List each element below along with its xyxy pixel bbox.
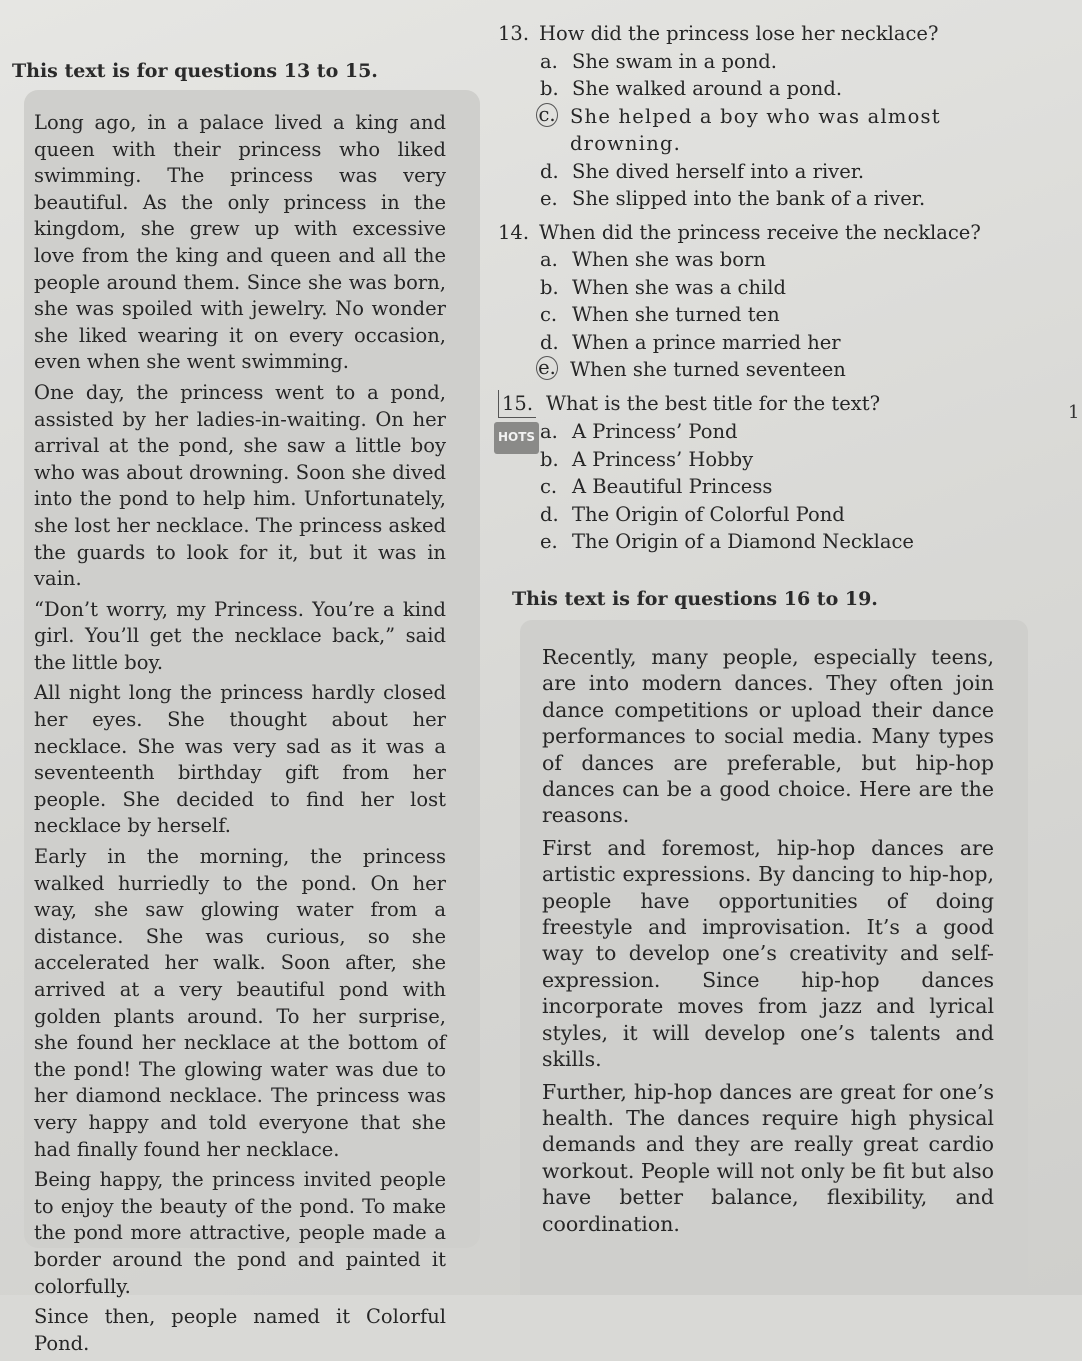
option-text: A Beautiful Princess <box>572 475 773 498</box>
option <box>498 473 998 501</box>
question-text: When did the princess receive the necklace? <box>539 220 981 244</box>
option-letter: d. <box>540 502 559 526</box>
question-13 <box>498 20 998 213</box>
option-text: A Princess’ Hobby <box>572 447 754 471</box>
story-paragraph: One day, the princess went to a pond, assisted by her ladies-in-waiting. On her arrival at the pond, she saw a little boy who was about drowning. Soon she dived into the pond to help him. Unfortunately, she lost her necklace. The princess asked the guards to look for it, but it was in vain. <box>34 380 446 591</box>
option-letter: a. <box>540 248 558 271</box>
option-letter: c. <box>540 475 558 498</box>
option-text: A Princess’ Pond <box>572 420 738 443</box>
option-letter: b. <box>540 447 559 471</box>
option <box>498 48 998 76</box>
option <box>498 446 998 474</box>
option <box>498 274 998 302</box>
option-selected <box>498 103 998 158</box>
story-paragraph: All night long the princess hardly closed her eyes. She thought about her necklace. She was very sad as it was a seventeenth birthday gift from her people. She decided to find her lost necklace by herself. <box>34 681 446 838</box>
article-paragraph: Further, hip-hop dances are great for one’s health. The dances require high physical demands and they are really great cardio workout. People will not only be fit but also have better balance, flexibility, and coordination. <box>542 1079 994 1236</box>
question-number: 14. <box>498 220 530 244</box>
article-paragraph: Recently, many people, especially teens, are into modern dances. They often join dance competitions or upload their dance performances to social media. Many types of dances are preferable, but hip-hop dances can be a good choice. Here are the reasons. <box>542 645 994 828</box>
option-text: She swam in a pond. <box>572 49 777 73</box>
story-paragraph: Since then, people named it Colorful Pond. <box>34 1305 446 1355</box>
option-text: She slipped into the bank of a river. <box>572 187 926 210</box>
option-text: She helped a boy who was almost drowning. <box>570 104 941 155</box>
option <box>498 185 998 213</box>
option-text: When she turned ten <box>572 303 780 326</box>
option-letter: e. <box>540 187 558 210</box>
option <box>498 329 998 357</box>
option-letter: c. <box>540 303 558 326</box>
option-letter: e. <box>540 530 558 553</box>
question-15 <box>498 390 998 556</box>
question-text: What is the best title for the text? <box>546 391 881 415</box>
option <box>498 528 998 556</box>
option <box>498 501 998 529</box>
article-lead: This text is for questions 16 to 19. <box>512 588 878 610</box>
question-14 <box>498 219 998 384</box>
option-text: When she was a child <box>572 275 786 299</box>
option-text: She walked around a pond. <box>572 77 843 100</box>
option-letter-circled: c. <box>536 103 558 127</box>
question-list <box>498 20 998 562</box>
story-paragraph: Early in the morning, the princess walked hurriedly to the pond. On her way, she saw glowing water from a distance. She was curious, so she accelerated her walk. Soon after, she arrived at a very beautiful pond with golden plants around. To her surprise, she found her necklace at the bottom of the pond! The glowing water was due to her diamond necklace. The princess was very happy and told everyone that she had finally found her necklace. <box>34 845 446 1161</box>
option-text: She dived herself into a river. <box>572 159 865 183</box>
page-margin-number: 1 <box>1068 402 1080 423</box>
option-letter: a. <box>540 49 558 73</box>
option <box>498 301 998 329</box>
hots-badge: HOTS <box>494 422 539 454</box>
option <box>498 418 998 446</box>
story-lead: This text is for questions 13 to 15. <box>12 60 378 82</box>
option-selected <box>498 356 998 384</box>
article-text <box>542 644 994 1243</box>
story-paragraph: Being happy, the princess invited people to enjoy the beauty of the pond. To make the pond more attractive, people made a border around the pond and painted it colorfully. <box>34 1168 446 1298</box>
option-letter: b. <box>540 77 559 100</box>
story-paragraph: Long ago, in a palace lived a king and queen with their princess who liked swimming. The princess was very beautiful. As the only princess in the kingdom, she grew up with excessive love from the king and queen and all the people around them. Since she was born, she was spoiled with jewelry. No wonder she liked wearing it on every occasion, even when she went swimming. <box>34 111 446 374</box>
question-number: 15. <box>498 390 536 419</box>
option <box>498 75 998 103</box>
option-letter: d. <box>540 159 559 183</box>
article-paragraph: First and foremost, hip-hop dances are artistic expressions. By dancing to hip-hop, people have opportunities of doing freestyle and improvisation. It’s a good way to develop one’s creativity and self-expression. Since hip-hop dances incorporate moves from jazz and lyrical styles, it will develop one’s talents and skills. <box>542 835 994 1072</box>
story-text <box>34 110 446 1361</box>
option-text: The Origin of Colorful Pond <box>572 502 845 526</box>
option <box>498 158 998 186</box>
story-paragraph: “Don’t worry, my Princess. You’re a kind girl. You’ll get the necklace back,” said the little boy. <box>34 597 446 674</box>
option-text: When she turned seventeen <box>570 358 846 381</box>
option-letter-circled: e. <box>536 356 558 380</box>
option-text: When she was born <box>572 248 766 271</box>
option-text: When a prince married her <box>572 330 841 354</box>
option-letter: a. <box>540 420 558 443</box>
option-letter: b. <box>540 275 559 299</box>
option <box>498 246 998 274</box>
question-number: 13. <box>498 22 530 45</box>
option-text: The Origin of a Diamond Necklace <box>572 530 914 553</box>
question-text: How did the princess lose her necklace? <box>539 22 939 45</box>
option-letter: d. <box>540 330 559 354</box>
